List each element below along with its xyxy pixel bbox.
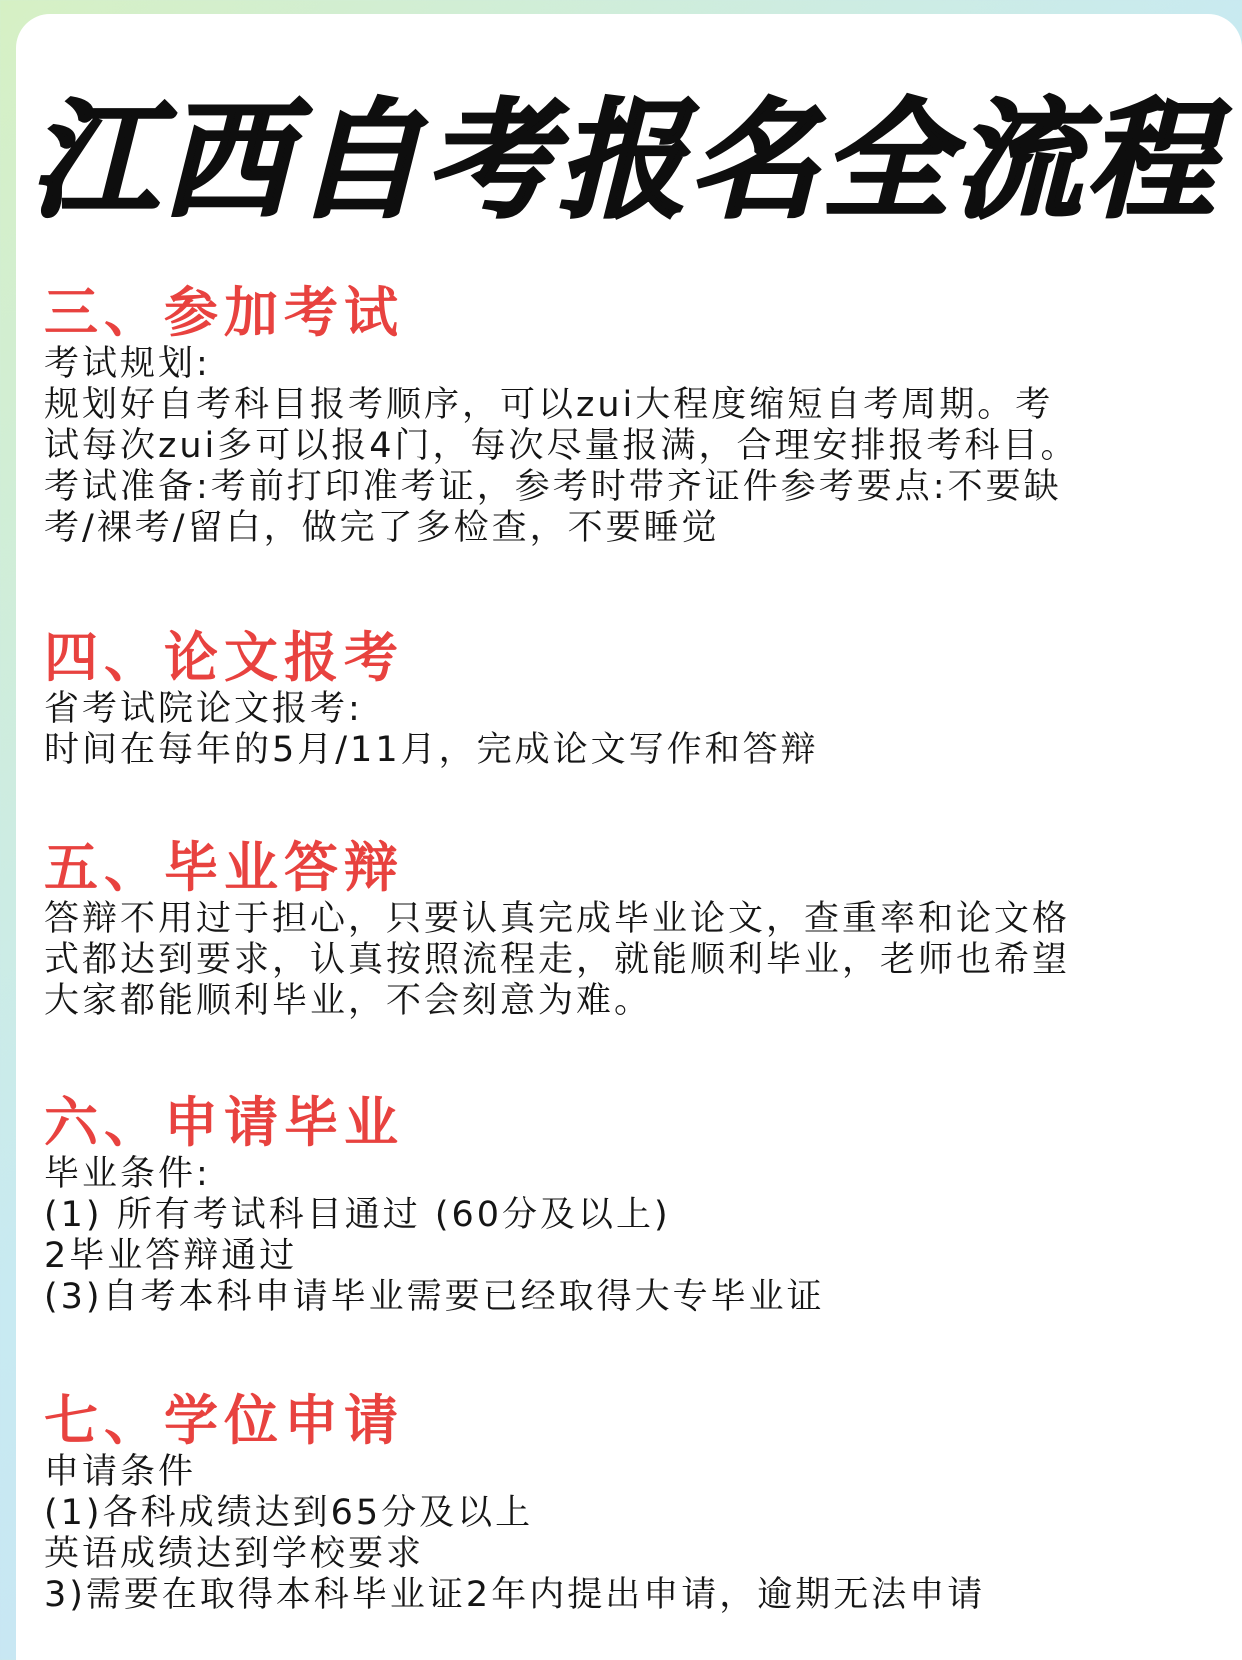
section-text-line: (1)各科成绩达到65分及以上 [44, 1493, 534, 1533]
section-heading: 四、论文报考 [44, 626, 404, 689]
section-text-line: 试每次zui多可以报4门，每次尽量报满，合理安排报考科目。 [44, 426, 1079, 466]
section-heading: 七、学位申请 [44, 1389, 404, 1452]
section-defense [44, 837, 1214, 1022]
section-text-line: 省考试院论文报考: [44, 689, 363, 729]
section-text-line: 考试准备:考前打印准考证，参考时带齐证件参考要点:不要缺 [44, 467, 1062, 507]
section-text-line: 考试规划: [44, 344, 211, 384]
section-text-line: 3)需要在取得本科毕业证2年内提出申请，逾期无法申请 [44, 1575, 986, 1615]
section-text-line: 规划好自考科目报考顺序，可以zui大程度缩短自考周期。考 [44, 385, 1054, 425]
section-heading: 六、申请毕业 [44, 1091, 404, 1154]
section-degree-application [44, 1390, 1214, 1616]
section-text-line: (3)自考本科申请毕业需要已经取得大专毕业证 [44, 1277, 825, 1317]
section-text-line: 答辩不用过于担心，只要认真完成毕业论文，查重率和论文格 [44, 899, 1071, 939]
section-text-line: 毕业条件: [44, 1154, 211, 1194]
section-text-line: 时间在每年的5月/11月，完成论文写作和答辩 [44, 730, 819, 770]
section-text-line: 式都达到要求，认真按照流程走，就能顺利毕业，老师也希望 [44, 940, 1071, 980]
section-heading: 三、参加考试 [44, 281, 404, 344]
section-thesis-registration [44, 627, 1214, 771]
section-heading: 五、毕业答辩 [44, 836, 404, 899]
section-text-line: 大家都能顺利毕业，不会刻意为难。 [44, 981, 653, 1021]
section-graduation-application [44, 1092, 1214, 1318]
section-text-line: (1) 所有考试科目通过 (60分及以上) [44, 1195, 671, 1235]
section-text-line: 考/裸考/留白，做完了多检查，不要睡觉 [44, 508, 720, 548]
page-title: 江西自考报名全流程 [30, 87, 1219, 236]
section-text-line: 2毕业答辩通过 [44, 1236, 298, 1276]
section-take-exam [44, 282, 1214, 549]
section-text-line: 英语成绩达到学校要求 [44, 1534, 425, 1574]
section-text-line: 申请条件 [44, 1452, 197, 1492]
